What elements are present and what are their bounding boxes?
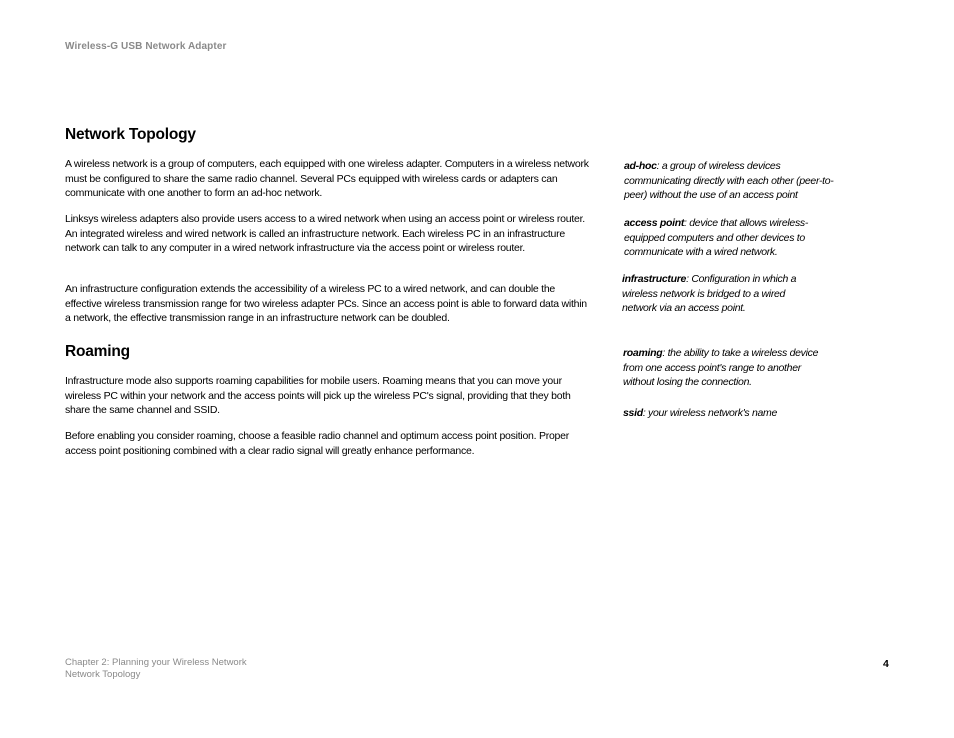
- glossary-term: ssid: [623, 407, 643, 419]
- glossary-definition: : your wireless network's name: [642, 407, 778, 419]
- glossary-term: roaming: [623, 347, 663, 359]
- glossary-term: ad-hoc: [624, 160, 657, 172]
- section-title-roaming: Roaming: [65, 343, 130, 360]
- glossary-term: access point: [624, 217, 685, 229]
- glossary-definition: : device that allows wireless-equipped computers and other devices to communicate with a wired network.: [624, 217, 809, 259]
- glossary-entry-roaming: [623, 346, 823, 390]
- glossary-definition: : the ability to take a wireless device from one access point's range to another without losing the connection.: [623, 347, 819, 389]
- glossary-entry-access-point: [624, 216, 834, 260]
- page-number: 4: [883, 658, 889, 670]
- glossary-entry-infrastructure: [622, 272, 822, 316]
- footer-chapter-title: Chapter 2: Planning your Wireless Network: [65, 657, 247, 668]
- paragraph: Linksys wireless adapters also provide users access to a wired network when using an access point or wireless router. An integrated wireless and wired network is called an infrastructure network. Each wireless PC in an infrastructure network can talk to any computer in a wired network infrastructure via the access point or wireless router.: [65, 213, 585, 255]
- glossary-definition: : a group of wireless devices communicating directly with each other (peer-to-peer) without the use of an access point: [624, 160, 834, 202]
- glossary-entry-ssid: [623, 406, 843, 421]
- paragraph: Infrastructure mode also supports roaming capabilities for mobile users. Roaming means that you can move your wireless PC within your network and the access points will pick up the wireless PC's signal, providing that they both share the same channel and SSID.: [65, 375, 571, 417]
- glossary-entry-ad-hoc: [624, 159, 846, 203]
- paragraph: A wireless network is a group of computers, each equipped with one wireless adapter. Computers in a wireless network must be configured to share the same radio channel. Several PCs equipped with wireless cards or adapters can communicate with one another to form an ad-hoc network.: [65, 158, 589, 200]
- glossary-definition: : Configuration in which a wireless network is bridged to a wired network via an access point.: [622, 273, 797, 315]
- paragraph: An infrastructure configuration extends the accessibility of a wireless PC to a wired network, and can double the effective wireless transmission range for two wireless adapter PCs. Since an access point is able to forward data within a network, the effective transmission range in an infrastructure network can be doubled.: [65, 283, 587, 325]
- paragraph: Before enabling you consider roaming, choose a feasible radio channel and optimum access point position. Proper access point positioning combined with a clear radio signal will greatly enhance performance.: [65, 430, 569, 457]
- footer-section-title: Network Topology: [65, 669, 141, 680]
- footer-chapter-info: [65, 657, 247, 681]
- running-header: Wireless-G USB Network Adapter: [65, 41, 227, 52]
- glossary-term: infrastructure: [622, 273, 687, 285]
- section-title-network-topology: Network Topology: [65, 126, 196, 143]
